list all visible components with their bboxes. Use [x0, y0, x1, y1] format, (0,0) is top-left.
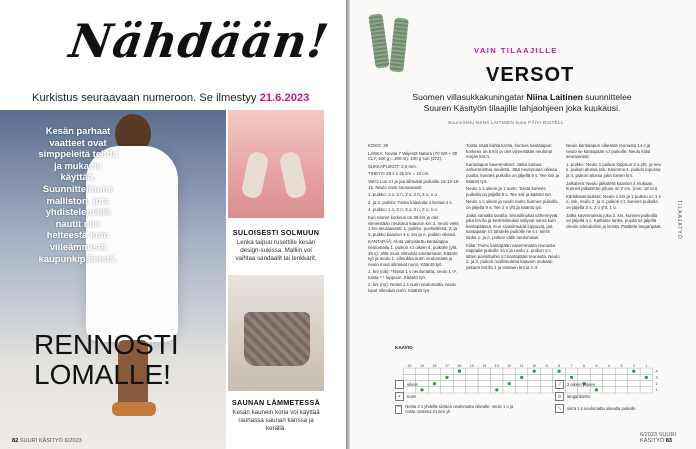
yarn-over-mark — [458, 370, 461, 373]
headline — [34, 330, 179, 390]
socks-caption-title: SULOISESTI SOLMUUN — [232, 228, 320, 237]
yarn-over-mark — [445, 376, 448, 379]
instruction-paragraph: Kiilat: Poimi kantapään vasemmasta reunasta nappaile puikolle 14 s ja neulo 1. puikon s:t, sitten poimittuihin s:t kantapään reunasta. Neulo 2. ja 3. puikon mallineuletta kaavion mukaan jatkaen krs:lla 1 ja toistaen krs:ia 1-4. — [466, 242, 560, 270]
chart-column-number: 20 — [407, 364, 412, 369]
chart-column-number: 7 — [570, 364, 573, 369]
legend-item — [555, 392, 590, 401]
slip-symbol: ⟍ — [555, 404, 564, 413]
subtitle-date: 21.6.2023 — [259, 92, 310, 104]
chart-row-number: 4 — [655, 369, 658, 374]
legend-item — [395, 392, 416, 401]
side-tab: TILAAJATYÖ — [676, 200, 682, 240]
chart-column-number: 14 — [482, 364, 487, 369]
yarn-over-mark — [632, 370, 635, 373]
instruction-paragraph: Jalkaterä: Neulo jalkaterä kaavion 4 mukaan, kunnes jalkaterän pituus on 2 cm. (mm. 18 cm). — [566, 180, 659, 192]
headline-line-2: LOMALLE! — [34, 359, 171, 390]
headline-line-1: RENNOSTI — [34, 329, 179, 360]
folio-number: 82 — [12, 438, 19, 444]
socks-caption-text: Lenka taipuu rusettiile kesän design-sukissa. Malliin voi vaihtaa sandaalit tai lenkkarit. — [235, 239, 317, 262]
knit-symbol — [395, 380, 404, 389]
chart-row-number: 1 — [655, 388, 658, 393]
chart-column-number: 4 — [607, 364, 610, 369]
instructions-column-1 — [368, 143, 460, 296]
chart-cell — [615, 368, 627, 374]
instruction-paragraph: Neulo kantalapun oikeasta reunasta 14 s ja neulo se kantapään s:t puikolle. Neulo kiilat seuraavasti: — [566, 143, 651, 160]
instruction-paragraph: KOKO: 39 — [368, 143, 389, 148]
instruction-paragraph: Kärkikavennukset: Neulo 1 krs ja 1 puikon s:t 1 s o, ssk, neulo 2. ja 3. puikon s:t, kunnes puikolla on jäljellä 3 s, 2 o yht, 1 o. — [566, 193, 661, 210]
green-sock-left — [368, 13, 389, 68]
green-socks-photo — [368, 14, 410, 80]
chart-cell — [578, 368, 590, 374]
basket-caption-text: Kesän kaunein koria voi käyttää rauhassa saunan kanssa ja kerällä. — [232, 409, 320, 432]
chart-column-number: 13 — [494, 364, 499, 369]
yarn-over-mark — [532, 370, 535, 373]
socks-photo — [228, 110, 324, 218]
instruction-paragraph: Neulo 1 s oikein ja 1 nurin. Toista kunnes puikolla on jäljellä 8 s. Tee ssk ja kääntö työ. — [466, 186, 553, 197]
purl-symbol: • — [395, 392, 404, 401]
chart-column-number: 6 — [583, 364, 585, 369]
green-sock-right — [389, 17, 409, 72]
chart-column-number: 5 — [595, 364, 598, 369]
chart-column-number: 9 — [545, 364, 548, 369]
chart-column-number: 3 — [620, 364, 623, 369]
instruction-paragraph: Jatka samalla tavalla. Sivusilmukat vähennyvät joka krs:lla ja keskisilmukat säilyvät sama kuin kantapäässä. Kun sivusilmukat loppuvat, jaa kantapään s:t tahdelle puikolle ne s:t. Siirrä lanka 1. ja e. puikon välin neulomaan. — [466, 212, 558, 240]
legend-label: 2 oikein yhteen — [567, 382, 596, 387]
folio-number: 83 — [665, 438, 673, 444]
chart-label: KAAVIO — [395, 345, 413, 350]
model-shoes — [112, 402, 156, 416]
instruction-paragraph: 4. puikko: 1 o, 2 n, 3 o, 2 n, 3 o, 1 o. — [368, 207, 439, 213]
lede-suffix: suunnittelee Suuren Käsityön tilaajille lahjaohjeen joka kuukausi. — [423, 92, 632, 113]
instruction-paragraph: SUKKAPUIKOT: 3,5 mm. — [368, 163, 418, 169]
page-title: Nähdään! — [66, 14, 333, 68]
chart-column-number: 18 — [432, 364, 437, 369]
instructions-column-2 — [466, 143, 560, 272]
instruction-paragraph: KANTAPÄÄ: Alota vahvistettu kantalappu neulomalla 1. puikon s:t oikein 4. puikolle (yht. 25 s). Jätä muut silmukat odottamaan. Kääntö työ ja neulo 1. silmukka nurin neulomatta ja neulo muut silmukat nurin. Kääntö työ. — [368, 239, 458, 267]
chart-column-number: 11 — [519, 364, 524, 369]
cdd-symbol: ⌒ — [396, 406, 402, 413]
page-number-left — [12, 438, 82, 444]
instruction-paragraph: Kantalapun kavennukset: Jatka samaa vahvennettua neuletta. Jätä neulomaan oikeaa puolta, kunnes puikolla on jäljellä 9 s. Tee ssk ja kääntö työ. — [466, 161, 560, 184]
legend-label: oikein — [407, 382, 418, 387]
folio-text: 6/2023 SUURI KÄSITYÖ — [640, 432, 677, 444]
instruction-paragraph: 1. krs (oik): *Nosta 1 s neulomatta, neulo 1 o*, toista *-* loppuun. Kääntö työ. — [368, 269, 458, 280]
instruction-paragraph: 1. puikko: Neulo 1 puikon loppuun 2 o yht. ja neu s. puikon alussa ssk. Kavenna 1. puikon lopussa ja 4. puikon alussa joka toinen krs. — [566, 161, 661, 178]
lede-prefix: Suomen villasukkakuningatar — [412, 92, 527, 102]
instruction-paragraph: Jatka kavennuksia joka 2. krs, kunnes puikoilla on jäljellä 4 s. Katkaise lanka, pujota se jäljellä oleviin silmukoihin ja kiristä. Päättele langanpäät. — [566, 212, 662, 229]
chart-cell — [640, 368, 652, 374]
subtitle — [32, 92, 309, 104]
intro-text: Kesän parhaat vaatteet ovat simppeleitä tehdä ja mukavia käyttää. Suunnittelimme malliston, jota yhdistelemällä nautit niin helteestä kuin viileämmistä kaupunkipäivistä. — [38, 125, 118, 264]
instructions-column-3 — [566, 143, 662, 231]
chart-cell — [603, 368, 615, 374]
subtitle-text: Kurkistus seuraavaan numeroon. Se ilmestyy — [32, 92, 260, 104]
basket-caption-title: SAUNAN LÄMMETESSÄ — [231, 398, 321, 407]
instruction-paragraph: 1. puikko: 1 o, 2 n, 3 o, 2 n, 3 o, 1 o. — [368, 192, 439, 198]
yarn-over-mark — [645, 376, 648, 379]
yarn-over-mark — [570, 376, 573, 379]
instruction-paragraph: Kun varren korkeus on 39 krs ja olet viimeistään neulonut kaavion krs 3, neulo vielä 1 krs seuraavasti: 1. puikko: puolivälissä, 2. ja 3. puikko kaavion 4 s. krs ja e. puikko oikeaa. — [368, 214, 459, 237]
chart-cell — [540, 368, 552, 374]
legend-label: siirrä 1 s neulomatta oikealta puikolle — [567, 406, 636, 411]
left-page — [0, 0, 346, 449]
legend-item — [395, 404, 521, 414]
pattern-title: VERSOT — [486, 64, 575, 86]
chart-cell — [403, 368, 415, 374]
instruction-paragraph: LANKA: Novita 7 Veljestä Natura (70 W0 + 30 CLY, 100 g = 200 m). 100 g sun (372). — [368, 150, 458, 162]
lede — [408, 92, 636, 114]
k2tog-symbol: ⟋ — [555, 380, 564, 389]
chart-cell — [416, 368, 428, 374]
instruction-paragraph: 2. ja 3. puikko: Toista kaavioita 4 kertaa 4 s. — [368, 199, 453, 205]
chart-column-number: 19 — [420, 364, 424, 369]
legend-label: langankierto — [567, 394, 590, 399]
knitted-basket — [244, 312, 310, 366]
instruction-paragraph: TIHEYS: 20 s x 26 krs = 10 cm. — [368, 171, 430, 177]
legend-item — [555, 404, 636, 413]
designer-name: Niina Laitinen — [526, 92, 583, 102]
chart-cell — [590, 368, 602, 374]
legend-item — [395, 380, 418, 389]
chart-cell — [466, 368, 478, 374]
chart-row-number: 2 — [655, 381, 658, 386]
instruction-paragraph: Neulo 1 s oikein ja neulo nurin, kunnes puikolla on jäljellä 9 s. Tee 2 n yht.ja kääntö työ. — [466, 199, 558, 210]
section-kicker: VAIN TILAAJILLE — [474, 46, 558, 55]
instruction-paragraph: Toista näitä kahta kroita, kunnes kantalapun korkeus on 5 krs ja olet viimeistään neulonut nurjan krs:n. — [466, 143, 553, 160]
chart-column-number: 8 — [558, 364, 561, 369]
legend-item — [555, 380, 595, 389]
legend-label: Nosta 2 s yhdellä siirtäen neulomatta oikealle; neulo 1 o ja nosta nostetut s:t sen yli — [405, 404, 514, 414]
chart-row-number: 3 — [655, 375, 658, 380]
chart-cell — [565, 368, 577, 374]
chart-cell — [441, 368, 453, 374]
page-number-right — [640, 432, 696, 444]
chart-column-number: 2 — [632, 364, 635, 369]
instruction-paragraph: 2. krs (nu): Nosta 1 s nurin neulomatta, neulo loput silmukat nurin. Kääntö työ. — [368, 282, 456, 294]
chart-legend — [395, 380, 665, 420]
chart-column-number: 1 — [645, 364, 648, 369]
chart-column-number: 12 — [507, 364, 512, 369]
credit-line: Suunnittelu NIINA LAITINEN kuva PÄIVI RISTELL — [448, 120, 564, 125]
chart-column-number: 16 — [457, 364, 462, 369]
chart-cell — [515, 368, 527, 374]
chart-cell — [478, 368, 490, 374]
chart-cell — [491, 368, 503, 374]
legend-label: nurin — [407, 394, 417, 399]
chart-column-number: 10 — [532, 364, 537, 369]
yarn-over-mark — [557, 370, 560, 373]
yarn-over-mark — [520, 376, 523, 379]
chart-column-number: 17 — [444, 364, 449, 369]
yarn-over-symbol: o — [555, 392, 564, 401]
chart-cell — [428, 368, 440, 374]
chart-cell — [503, 368, 515, 374]
chart-column-number: 15 — [469, 364, 474, 369]
instruction-paragraph: Varsi: Luo s:t ja jaa silmukat puikoille 15-15-15-15. Neulo varsi seuraavasti: — [368, 178, 460, 190]
folio-text: SUURI KÄSITYÖ 6/2023 — [19, 438, 82, 444]
